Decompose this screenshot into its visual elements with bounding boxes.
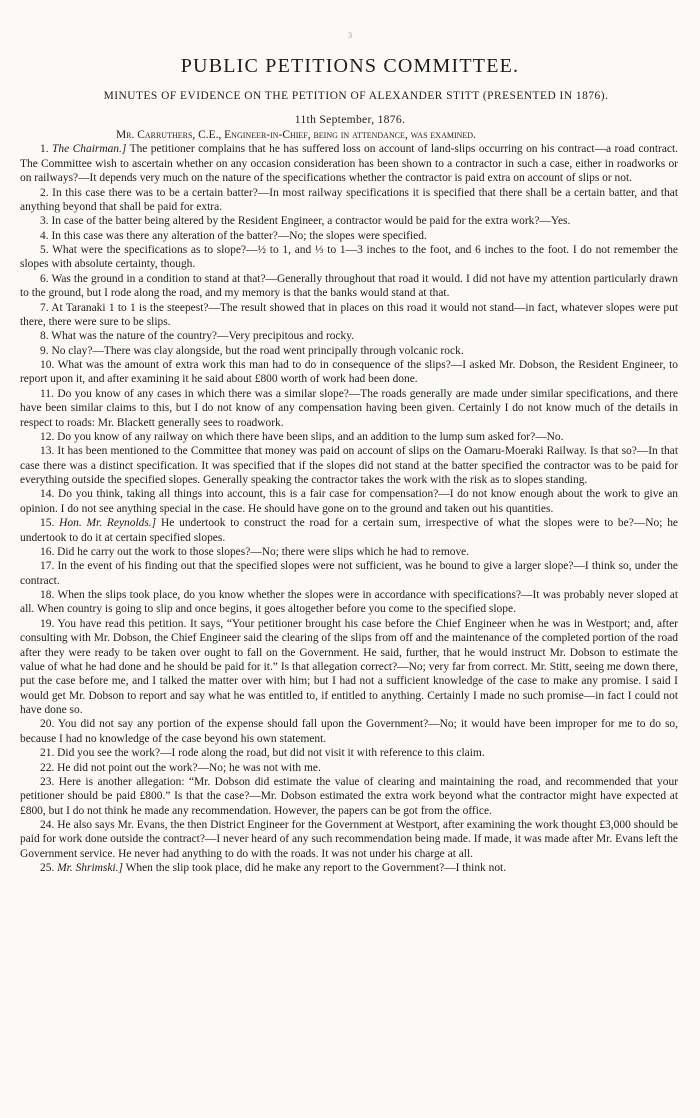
question-number: 22. [40, 761, 58, 774]
question-paragraph [20, 559, 678, 588]
question-paragraph [20, 861, 678, 875]
question-number: 11. [40, 387, 58, 400]
question-paragraph [20, 344, 678, 358]
question-number: 1. [40, 143, 53, 156]
question-paragraph [20, 516, 678, 545]
question-text: Was the ground in a condition to stand at that?—Generally throughout that road it would. I did not have my attention particularly drawn to the ground, but I rode along the road, and my memory is that the banks would stand at that. [20, 272, 679, 300]
speaker-name: Mr. Shrimski.] [57, 862, 123, 875]
question-paragraph [20, 545, 678, 559]
question-paragraph [20, 487, 678, 516]
question-number: 17. [40, 560, 58, 573]
question-text: He undertook to construct the road for a certain sum, irrespective of what the slopes were to be?—No; he undertook to do it at certain specified slopes. [20, 517, 678, 544]
question-text: No clay?—There was clay alongside, but the road went principally through volcanic rock. [51, 344, 464, 357]
question-text: The petitioner complains that he has suffered loss on account of land-slips occurring on his contract—a road contract. The Committee wish to ascertain whether on any occasion consideration has been shown to a contractor in such a case, either in roadworks or on railways?—It depends very much on the nature of the specifications whether the contractor is paid extra on account of slips or not. [20, 143, 679, 185]
question-text: Did he carry out the work to those slopes?—No; there were slips which he had to remove. [57, 545, 470, 558]
question-text: He also says Mr. Evans, the then District Engineer for the Government at Westport, after examining the work thought £3,000 should be paid for work done outside the contract?—I never heard of any such recommendation being made. If made, it was made after Mr. Evans left the Government service. He never had anything to do with the roads. It was not under his charge at all. [20, 819, 679, 860]
question-paragraph [20, 243, 678, 272]
question-number: 24. [40, 819, 58, 831]
speaker-name: The Chairman.] [52, 143, 127, 156]
question-number: 13. [40, 445, 58, 458]
question-number: 10. [40, 359, 58, 371]
question-paragraph [20, 142, 678, 185]
question-number: 23. [40, 775, 59, 788]
question-text: Do you know of any railway on which there have been slips, and an addition to the lump sum asked for?—No. [57, 430, 564, 443]
question-paragraph [20, 818, 678, 861]
witness-intro [20, 128, 678, 142]
question-number: 16. [40, 545, 58, 558]
document-subtitle: MINUTES OF EVIDENCE ON THE PETITION OF ALEXANDER STITT (PRESENTED IN 1876). [103, 90, 609, 102]
question-text: In this case there was to be a certain batter?—In most railway specifications it is specified that there shall be a certain batter, and that anything beyond that shall be paid for extra. [20, 186, 678, 213]
question-number: 19. [40, 617, 58, 630]
question-number: 3. [40, 215, 52, 228]
question-text: What were the specifications as to slope?—½ to 1, and ⅓ to 1—3 inches to the foot, and 6 inches to the foot. I do not remember the slopes with absolute certainty, though. [20, 244, 678, 271]
question-paragraph [20, 775, 678, 818]
question-number: 2. [40, 186, 53, 199]
question-paragraph [20, 588, 678, 617]
question-text: In this case was there any alteration of the batter?—No; the slopes were specified. [51, 229, 427, 242]
witness-intro-text: Mr. Carruthers, C.E., Engineer-in-Chief, being in attendance, was examined. [116, 129, 476, 141]
question-paragraph [20, 444, 678, 487]
question-paragraph [20, 746, 678, 760]
question-number: 25. [40, 862, 58, 875]
question-paragraph [20, 301, 678, 330]
question-paragraph [20, 272, 678, 301]
question-text: You have read this petition. It says, “Your petitioner brought his case before the Chief Engineer when he was in Westport; and, after consulting with Mr. Dobson, the Chief Engineer said the clearing of the slips from off and the maintenance of the completed portion of the road after they were ready to be taken over ought to fall on the Government. He said, further, that he would instruct Mr. Dobson to estimate the value of what he had done and he should be paid for it.” Is that allegation correct?—No; very far from correct. Mr. Stitt, seeing me down there, put the case before me, and I talked the matter over with him; but I had not a sufficient knowledge of the case to make any promise. I said I would get Mr. Dobson to report and say what he was entitled to, if entitled to anything. Certainly I made no such promise—in fact I could not have done so. [20, 617, 678, 716]
question-number: 20. [40, 718, 58, 731]
question-number: 5. [40, 244, 53, 256]
question-paragraph [20, 229, 678, 243]
question-text: At Taranaki 1 to 1 is the steepest?—The result showed that in places on this road it would not stand—in fact, whatever slopes were put there, there were sure to be slips. [20, 301, 679, 328]
question-paragraph [20, 329, 678, 343]
question-number: 4. [40, 229, 52, 242]
question-text: When the slip took place, did he make any report to the Government?—I think not. [122, 862, 507, 875]
question-number: 12. [40, 430, 58, 443]
question-paragraph [20, 717, 678, 746]
page-number: 3 [348, 31, 352, 40]
question-number: 8. [40, 330, 52, 343]
session-date: 11th September, 1876. [294, 113, 406, 126]
question-text: Do you know of any cases in which there was a similar slope?—The roads generally are made under similar specifications, and there have been similar claims to this, but I do not know of any compensation having been given. Certainly I do not know much of the details in respect to roads: Mr. Blackett generally sees to roadwork. [20, 387, 678, 429]
question-text: In case of the batter being altered by the Resident Engineer, a contractor would be paid for the extra work?—Yes. [51, 215, 571, 228]
minutes-body [20, 128, 678, 876]
question-text: Do you think, taking all things into account, this is a fair case for compensation?—I do not know enough about the work to give an opinion. I do not see anything special in the case. He should have gone on to the ground and taken out his quantities. [20, 488, 679, 515]
question-text: In the event of his finding out that the specified slopes were not sufficient, was he bound to give a larger slope?—I think so, under the contract. [20, 560, 679, 587]
question-number: 14. [40, 488, 59, 501]
question-text: When the slips took place, do you know whether the slopes were in accordance with specifications?—It was probably never sloped at all. When country is going to slip and once begins, it goes altogether before you come to the specified slope. [20, 589, 679, 616]
question-text: Did you see the work?—I rode along the road, but did not visit it with reference to this claim. [57, 747, 485, 760]
question-text: He did not point out the work?—No; he was not with me. [57, 761, 321, 774]
question-number: 15. [40, 517, 60, 530]
question-text: Here is another allegation: “Mr. Dobson did estimate the value of clearing and maintaining the road, and recommended that your petitioner should be paid £800.” Is that the case?—Mr. Dobson estimated the extra work beyond what the contractor might have expected at £800, but I do not think he made any recommendation. However, the papers can be got from the office. [20, 775, 678, 817]
question-paragraph [20, 761, 678, 775]
question-text: What was the nature of the country?—Very precipitous and rocky. [51, 330, 355, 343]
question-number: 18. [40, 589, 58, 601]
question-paragraph [20, 186, 678, 215]
question-number: 21. [40, 747, 58, 760]
question-text: You did not say any portion of the expense should fall upon the Government?—No; it would have been improper for me to do so, because I had no knowledge of the case beyond his own statement. [20, 718, 678, 745]
question-paragraph [20, 214, 678, 228]
question-paragraph [20, 387, 678, 430]
question-text: What was the amount of extra work this man had to do in consequence of the slips?—I asked Mr. Dobson, the Resident Engineer, to report upon it, and after examining it he said about £800 worth of work had been done. [20, 359, 679, 386]
question-number: 9. [40, 344, 52, 357]
question-paragraph [20, 358, 678, 387]
question-paragraph [20, 430, 678, 444]
question-list [20, 142, 678, 875]
speaker-name: Hon. Mr. Reynolds.] [59, 517, 157, 530]
question-text: It has been mentioned to the Committee that money was paid on account of slips on the Oamaru-Moeraki Railway. Is that so?—In that case there was a distinct specification. It was specified that if the slopes did not stand at the batter specified the contractor was to be paid for everything outside the specified slopes. Generally speaking the contractor takes the work with the risk as to slopes standing. [20, 445, 679, 486]
question-paragraph [20, 617, 678, 718]
document-title: PUBLIC PETITIONS COMMITTEE. [180, 55, 520, 77]
question-number: 7. [40, 301, 52, 314]
question-number: 6. [40, 272, 52, 285]
